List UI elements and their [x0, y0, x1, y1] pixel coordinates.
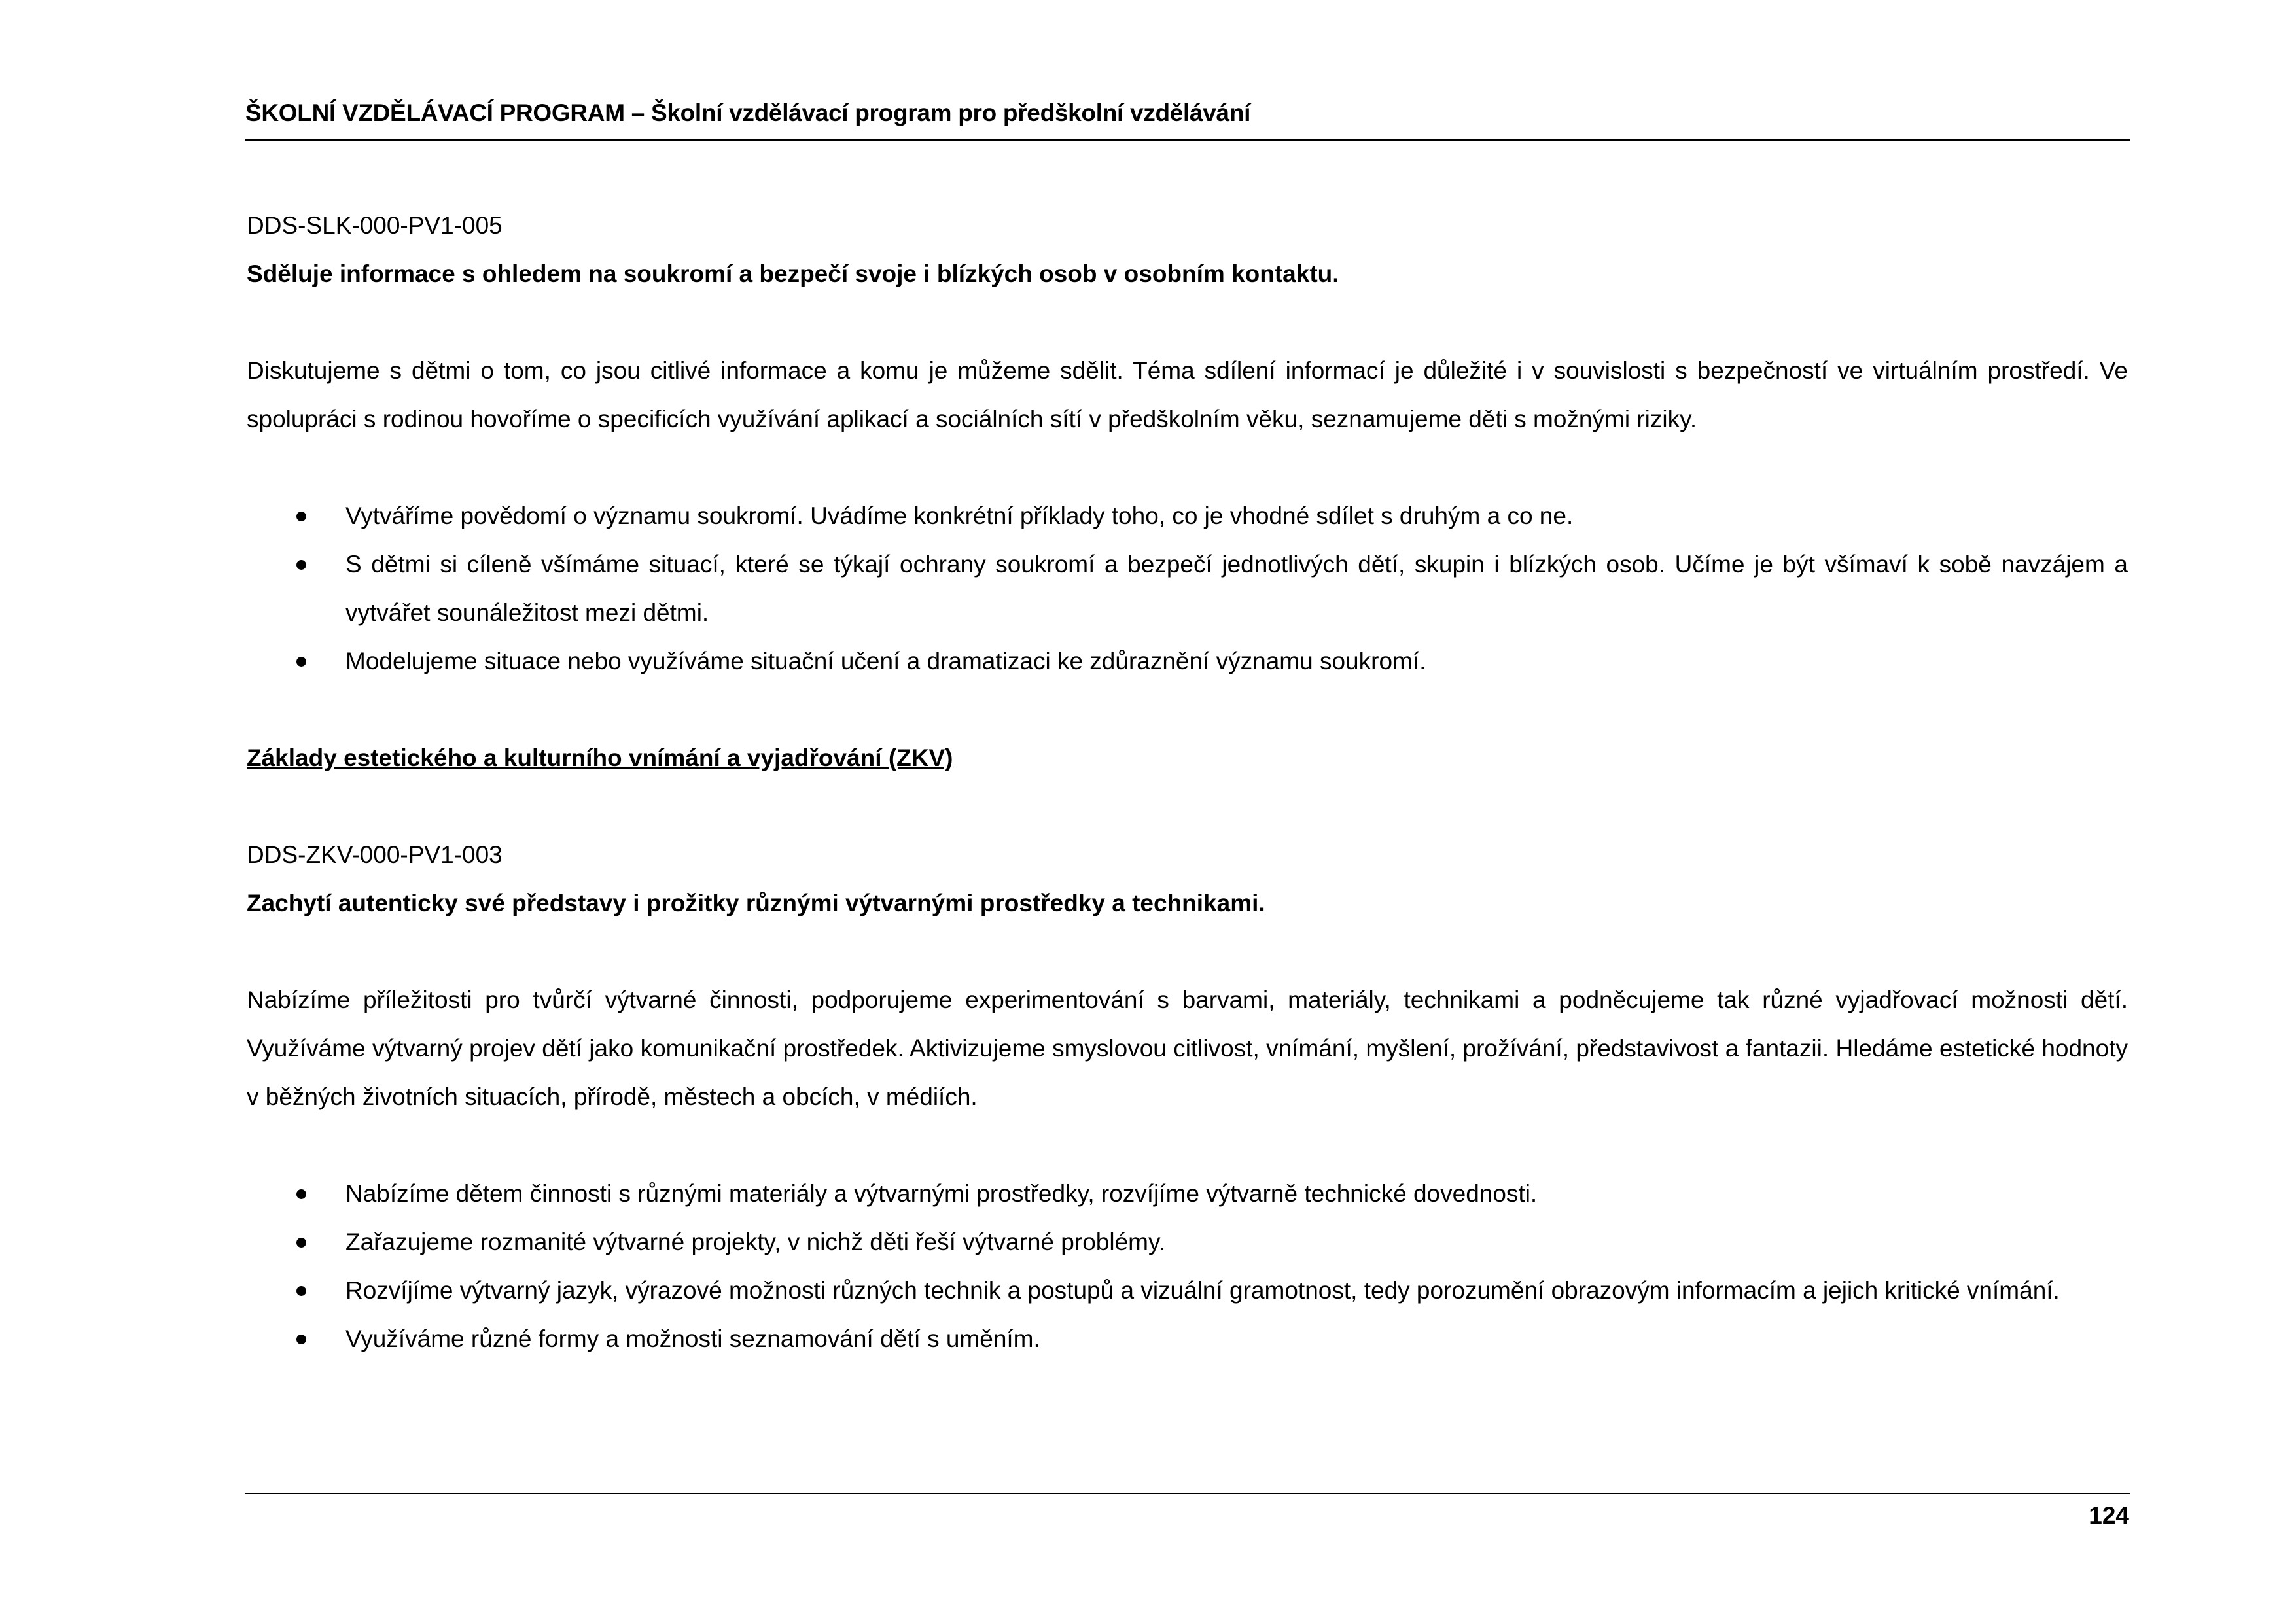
footer-divider — [245, 1493, 2130, 1494]
list-item-text: S dětmi si cíleně všímáme situací, které se týkají ochrany soukromí a bezpečí jednotlivých dětí, skupin i blízkých osob. Učíme je být všímaví k sobě navzájem a vytvářet sounáležitost mezi dětmi. — [345, 551, 2128, 626]
spacer — [247, 782, 2128, 831]
outcome-block-slk — [247, 201, 2128, 686]
list-item-text: Rozvíjíme výtvarný jazyk, výrazové možnosti různých technik a postupů a vizuální gramotnost, tedy porozumění obrazovým informacím a jejich kritické vnímání. — [345, 1277, 2060, 1304]
header-divider — [245, 139, 2130, 141]
list-item-text: Zařazujeme rozmanité výtvarné projekty, v nichž děti řeší výtvarné problémy. — [345, 1229, 1165, 1255]
outcome-goal: Zachytí autenticky své představy i prožitky různými výtvarnými prostředky a technikami. — [247, 890, 1265, 916]
list-item — [247, 1170, 2128, 1218]
outcome-paragraph: Diskutujeme s dětmi o tom, co jsou citlivé informace a komu je můžeme sdělit. Téma sdílení informací je důležité i v souvislosti s bezpečností ve virtuálním prostředí. Ve spolupráci s rodinou hovoříme o specificích využívání aplikací a sociálních sítí v předškolním věku, seznamujeme děti s možnými riziky. — [247, 357, 2128, 432]
bullet-icon — [296, 512, 306, 521]
activity-list — [247, 492, 2128, 686]
section-heading: Základy estetického a kulturního vnímání a vyjadřování (ZKV) — [247, 744, 953, 771]
list-item-text: Nabízíme dětem činnosti s různými materiály a výtvarnými prostředky, rozvíjíme výtvarně technické dovednosti. — [345, 1180, 1538, 1207]
page-content — [247, 201, 2128, 1363]
bullet-icon — [296, 1286, 306, 1296]
bullet-icon — [296, 1189, 306, 1199]
list-item — [247, 492, 2128, 540]
list-item — [247, 637, 2128, 686]
list-item — [247, 1315, 2128, 1363]
outcome-paragraph: Nabízíme příležitosti pro tvůrčí výtvarné činnosti, podporujeme experimentování s barvami, materiály, technikami a podněcujeme tak různé vyjadřovací možnosti dětí. Využíváme výtvarný projev dětí jako komunikační prostředek. Aktivizujeme smyslovou citlivost, vnímání, myšlení, prožívání, představivost a fantazii. Hledáme estetické hodnoty v běžných životních situacích, přírodě, městech a obcích, v médiích. — [247, 986, 2128, 1110]
page-number: 124 — [2089, 1502, 2129, 1529]
list-item — [247, 1266, 2128, 1315]
bullet-icon — [296, 560, 306, 570]
outcome-code: DDS-SLK-000-PV1-005 — [247, 212, 503, 239]
outcome-block-zkv — [247, 734, 2128, 1363]
bullet-icon — [296, 657, 306, 667]
activity-list — [247, 1170, 2128, 1363]
list-item-text: Modelujeme situace nebo využíváme situační učení a dramatizaci ke zdůraznění významu soukromí. — [345, 648, 1426, 674]
bullet-icon — [296, 1335, 306, 1344]
list-item — [247, 540, 2128, 637]
list-item-text: Využíváme různé formy a možnosti seznamování dětí s uměním. — [345, 1325, 1040, 1352]
bullet-icon — [296, 1238, 306, 1248]
list-item-text: Vytváříme povědomí o významu soukromí. Uvádíme konkrétní příklady toho, co je vhodné sdílet s druhým a co ne. — [345, 502, 1574, 529]
outcome-code: DDS-ZKV-000-PV1-003 — [247, 841, 503, 868]
list-item — [247, 1218, 2128, 1266]
page-header-title: ŠKOLNÍ VZDĚLÁVACÍ PROGRAM – Školní vzdělávací program pro předškolní vzdělávání — [245, 99, 1251, 126]
outcome-goal: Sděluje informace s ohledem na soukromí a bezpečí svoje i blízkých osob v osobním kontaktu. — [247, 260, 1339, 287]
